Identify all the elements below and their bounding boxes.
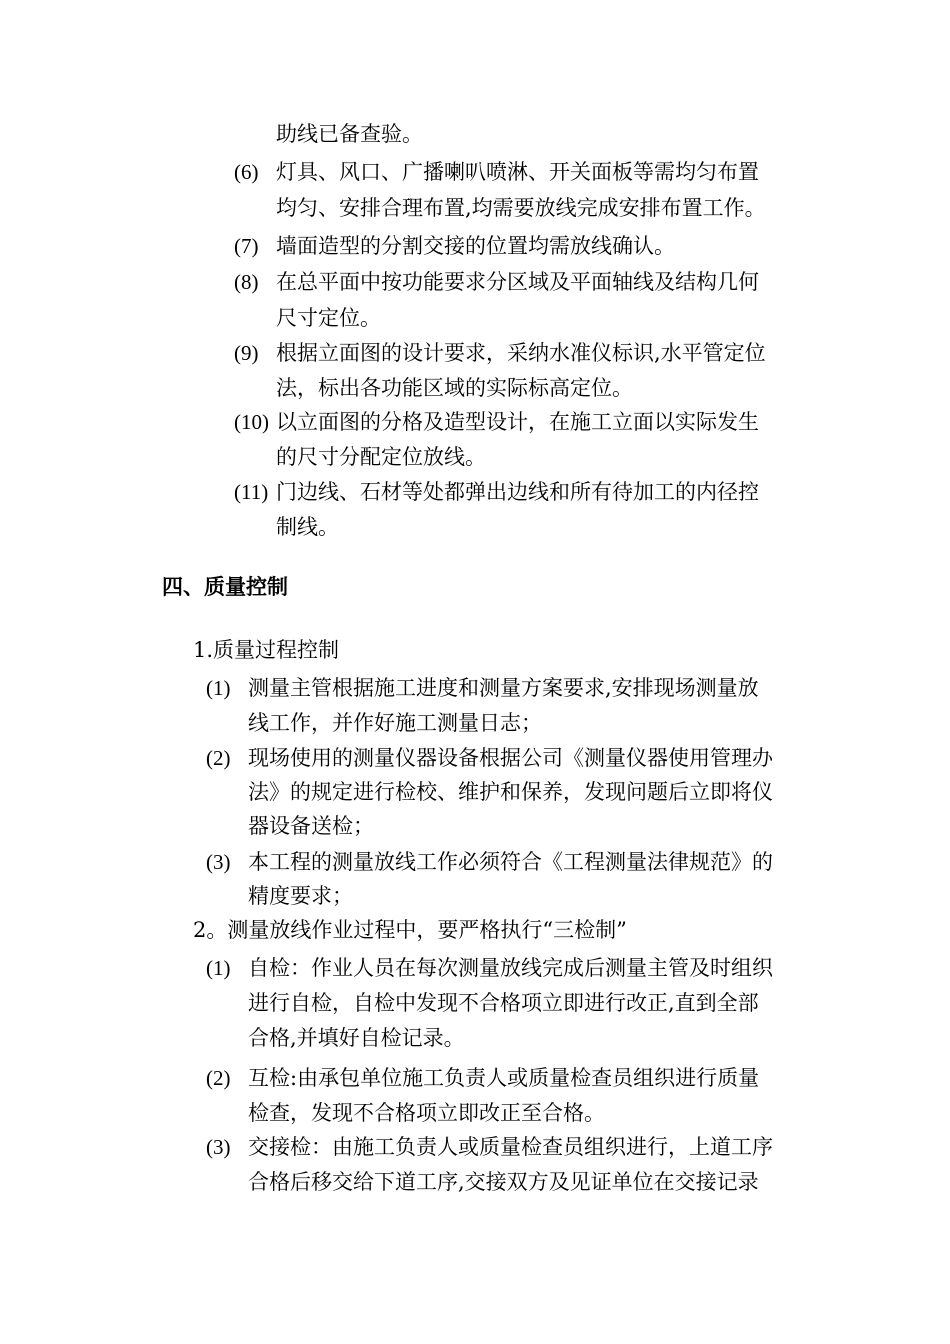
list-number: (11): [234, 480, 269, 504]
list-item-line: 墙面造型的分割交接的位置均需放线确认。: [276, 234, 675, 258]
list-item-line: 精度要求；: [248, 884, 353, 908]
list-item-line: 均匀、安排合理布置,均需要放线完成安排布置工作。: [276, 196, 766, 220]
list-item-line: 法》的规定进行检校、维护和保养，发现问题后立即将仪: [248, 780, 773, 804]
list-item-line: 测量主管根据施工进度和测量方案要求,安排现场测量放: [248, 676, 759, 700]
list-number: (2): [206, 1066, 231, 1090]
list-item-line: 以立面图的分格及造型设计，在施工立面以实际发生: [276, 410, 759, 434]
list-item-line: 制线。: [276, 515, 339, 539]
list-item-line: 合格后移交给下道工序,交接双方及见证单位在交接记录: [248, 1170, 759, 1194]
list-number: (1): [206, 956, 231, 980]
list-item-line: 进行自检，自检中发现不合格项立即进行改正,直到全部: [248, 991, 759, 1015]
list-item-line: 互检:由承包单位施工负责人或质量检查员组织进行质量: [248, 1066, 760, 1090]
list-item-line: 在总平面中按功能要求分区域及平面轴线及结构几何: [276, 270, 759, 294]
list-number: (6): [234, 160, 259, 184]
list-item-line: 门边线、石材等处都弹出边线和所有待加工的内径控: [276, 480, 759, 504]
list-number: (9): [234, 341, 259, 365]
list-number: (3): [206, 1135, 231, 1159]
list-item-line: 灯具、风口、广播喇叭喷淋、开关面板等需均匀布置: [276, 160, 759, 184]
list-item-line: 合格,并填好自检记录。: [248, 1026, 465, 1050]
list-number: (1): [206, 676, 231, 700]
list-number: (10): [234, 410, 269, 434]
list-item-line: 自检：作业人员在每次测量放线完成后测量主管及时组织: [248, 956, 773, 980]
list-item-line: 现场使用的测量仪器设备根据公司《测量仪器使用管理办: [248, 746, 773, 770]
list-number: (7): [234, 234, 259, 258]
list-number: (8): [234, 270, 259, 294]
list-item-line: 线工作，并作好施工测量日志；: [248, 711, 542, 735]
list-number: (2): [206, 746, 231, 770]
subsection-heading: 1.质量过程控制: [193, 638, 340, 662]
list-item-line: 交接检：由施工负责人或质量检查员组织进行，上道工序: [248, 1135, 773, 1159]
list-item-line: 器设备送检；: [248, 814, 374, 838]
list-item-line: 的尺寸分配定位放线。: [276, 445, 486, 469]
list-item-line: 检查，发现不合格项立即改正至合格。: [248, 1101, 605, 1125]
subsection-heading: 2。测量放线作业过程中，要严格执行“三检制”: [193, 918, 627, 942]
list-item-line: 法，标出各功能区域的实际标高定位。: [276, 376, 633, 400]
list-item-line: 尺寸定位。: [276, 306, 381, 330]
section-heading: 四、质量控制: [162, 574, 288, 599]
list-item-line: 根据立面图的设计要求，采纳水准仪标识,水平管定位: [276, 341, 766, 365]
list-item-line: 本工程的测量放线工作必须符合《工程测量法律规范》的: [248, 850, 773, 874]
item-5-continuation: 助线已备查验。: [276, 122, 423, 146]
list-number: (3): [206, 850, 231, 874]
